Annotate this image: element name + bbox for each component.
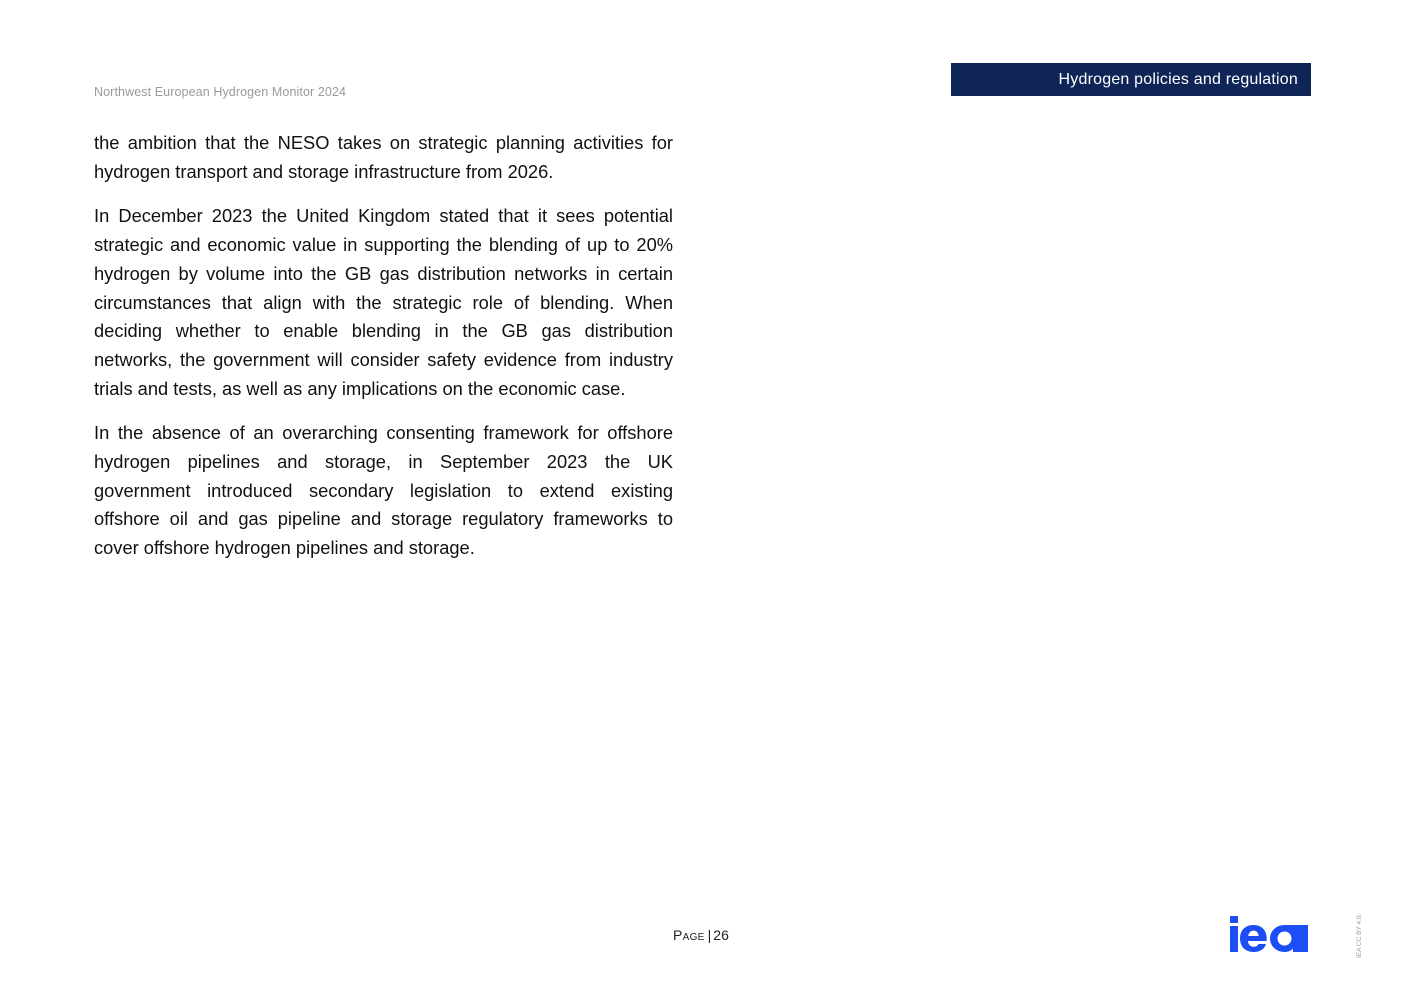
page-separator: | xyxy=(707,927,712,943)
paragraph: the ambition that the NESO takes on strategic planning activities for hydrogen transport and storage infrastructure from 2026. xyxy=(94,132,673,182)
section-banner xyxy=(951,63,1311,96)
page-number: 26 xyxy=(713,927,729,943)
paragraph: In December 2023 the United Kingdom stated that it sees potential strategic and economic value in supporting the blending of up to 20% hydrogen by volume into the GB gas distribution networks in certain circumstances that align with the strategic role of blending. When deciding whether to enable blending in the GB gas distribution networks, the government will consider safety evidence from industry trials and tests, as well as any implications on the economic case. xyxy=(94,205,673,399)
iea-logo-icon xyxy=(1229,916,1309,952)
page-label: Page xyxy=(673,927,705,943)
license-note: IEA CC BY 4.0. xyxy=(1356,913,1363,958)
report-title: Northwest European Hydrogen Monitor 2024 xyxy=(94,85,347,99)
body-text xyxy=(94,129,673,579)
paragraph: In the absence of an overarching consenting framework for offshore hydrogen pipelines and storage, in September 2023 the UK government introduced secondary legislation to extend existing offshore oil and gas pipeline and storage regulatory frameworks to cover offshore hydrogen pipelines and storage. xyxy=(94,422,673,559)
page-footer xyxy=(673,927,729,943)
section-title: Hydrogen policies and regulation xyxy=(1058,70,1298,88)
